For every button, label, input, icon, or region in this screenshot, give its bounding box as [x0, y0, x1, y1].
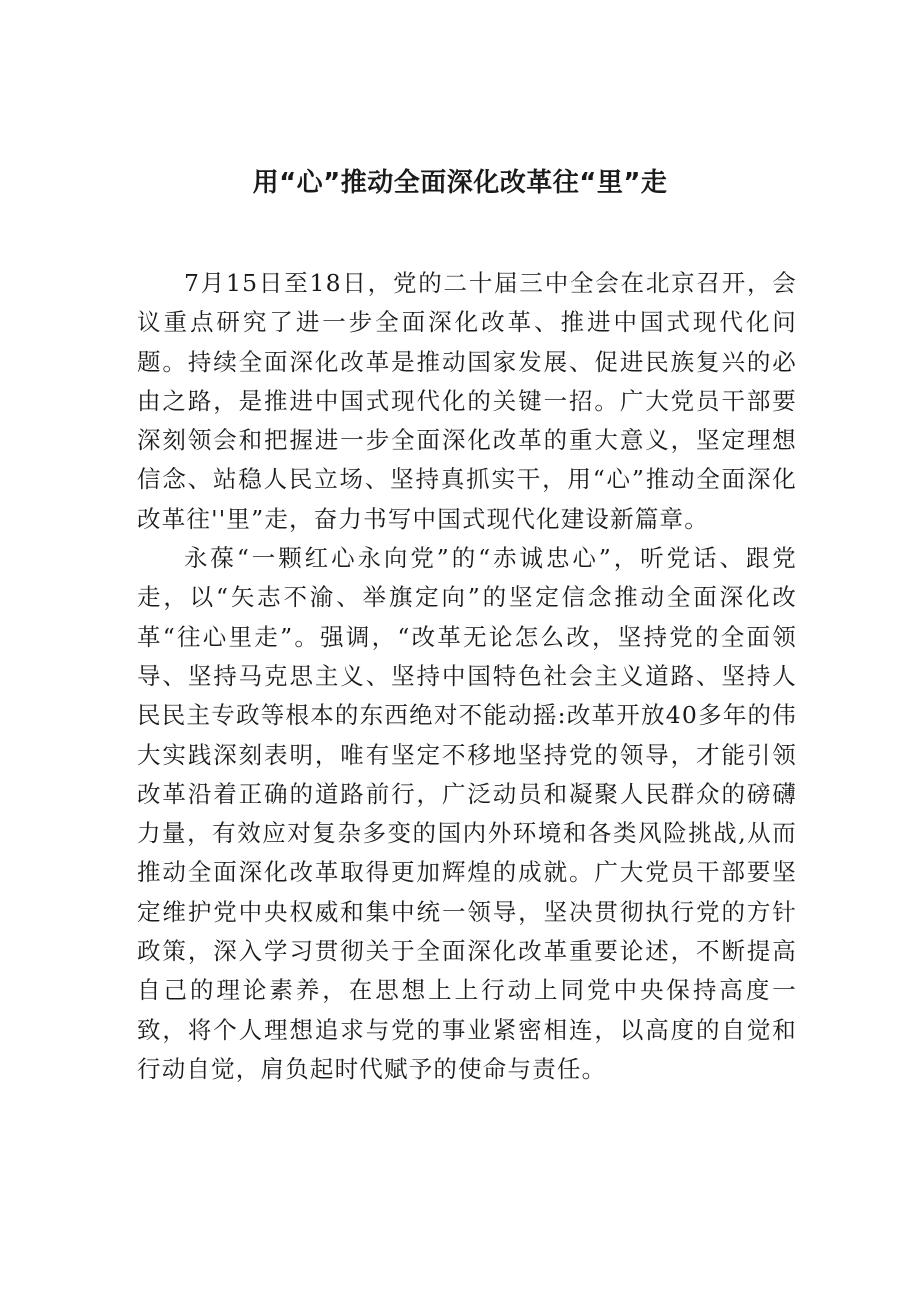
paragraph-1: 7月15日至18日，党的二十届三中全会在北京召开，会议重点研究了进一步全面深化改革、推进中国式现代化问题。持续全面深化改革是推动国家发展、促进民族复兴的必由之路，是推进中国式现代化的关键一招。广大党员干部要深刻领会和把握进一步全面深化改革的重大意义，坚定理想信念、站稳人民立场、坚持真抓实干，用“心”推动全面深化改革往''里”走，奋力书写中国式现代化建设新篇章。	[137, 269, 797, 533]
document-title: 用“心”推动全面深化改革往“里”走	[252, 168, 668, 198]
paragraph-2: 永葆“一颗红心永向党”的“赤诚忠心”，听党话、跟党走，以“矢志不渝、举旗定向”的坚定信念推动全面深化改革“往心里走”。强调，“改革无论怎么改，坚持党的全面领导、坚持马克思主义、坚持中国特色社会主义道路、坚持人民民主专政等根本的东西绝对不能动摇:改革开放40多年的伟大实践深刻表明，唯有坚定不移地坚持党的领导，才能引领改革沿着正确的道路前行，广泛动员和凝聚人民群众的磅礴力量，有效应对复杂多变的国内外环境和各类风险挑战,从而推动全面深化改革取得更加辉煌的成就。广大党员干部要坚定维护党中央权威和集中统一领导，坚决贯彻执行党的方针政策，深入学习贯彻关于全面深化改革重要论述，不断提高自己的理论素养，在思想上上行动上同党中央保持高度一致，将个人理想追求与党的事业紧密相连，以高度的自觉和行动自觉，肩负起时代赋予的使命与责任。	[137, 544, 797, 1083]
document-body	[137, 264, 797, 1089]
